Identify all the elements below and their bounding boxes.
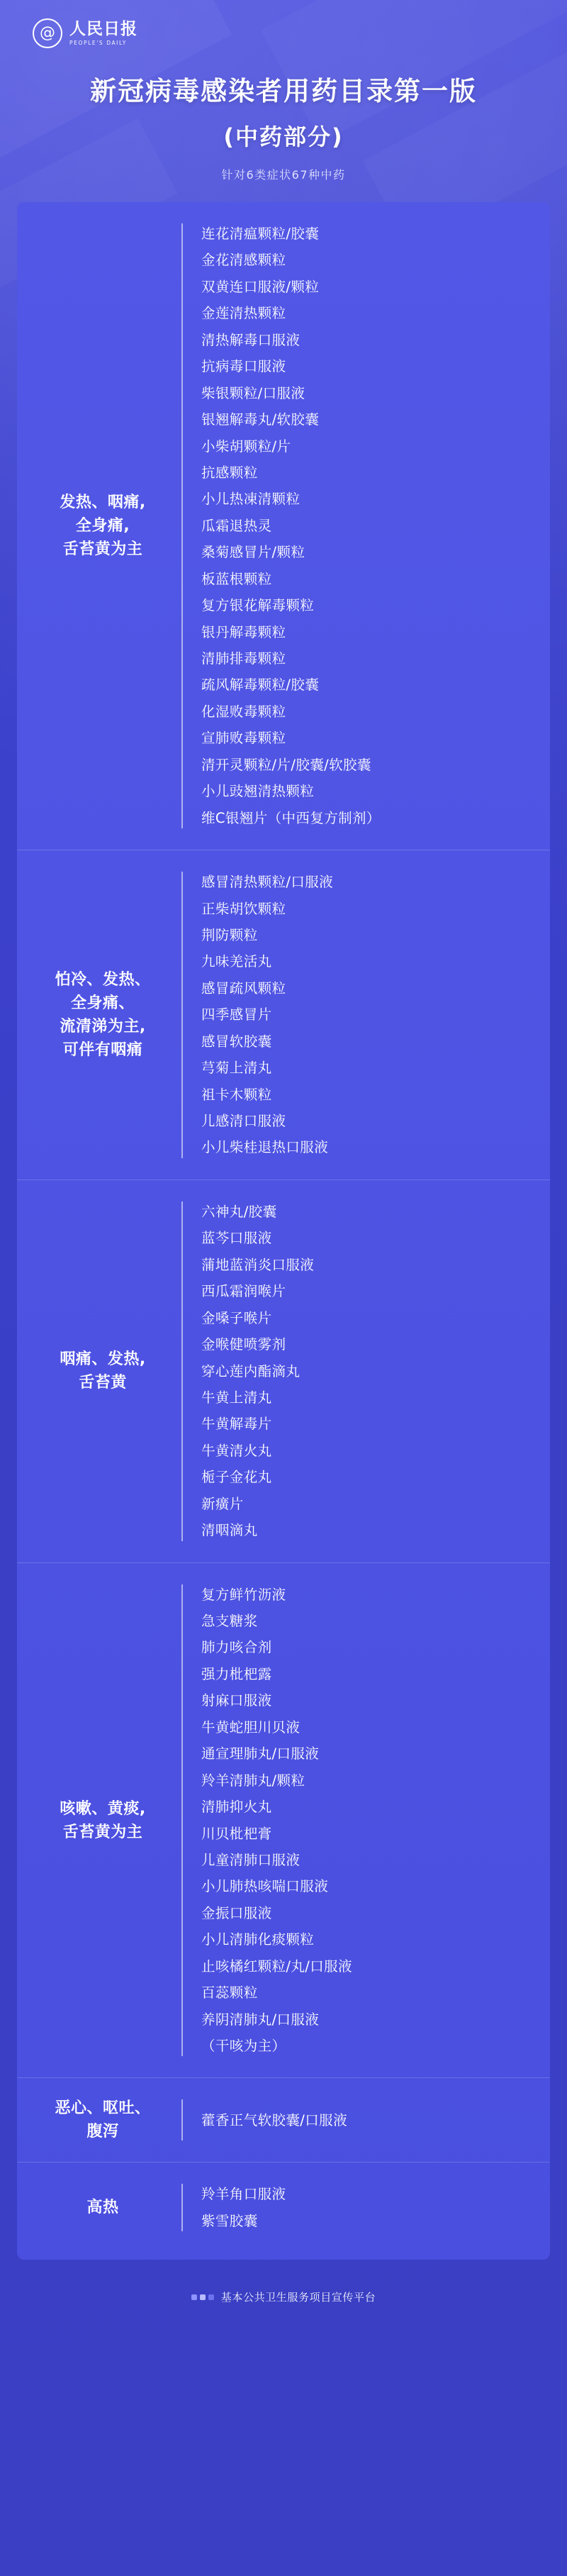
list-item: 小儿肺热咳喘口服液: [201, 1878, 329, 1895]
list-item: 金喉健喷雾剂: [201, 1336, 286, 1353]
table-row: [17, 850, 550, 1179]
list-item: 复方银花解毒颗粒: [201, 597, 315, 614]
symptom-label-cell: [17, 2097, 181, 2143]
list-item: 栀子金花丸: [201, 1469, 272, 1486]
list-item: 板蓝根颗粒: [201, 570, 272, 587]
symptom-label: 高热: [86, 2199, 119, 2217]
list-item: 牛黄上清丸: [201, 1389, 272, 1406]
list-item: 维C银翘片（中西复方制剂）: [201, 809, 381, 826]
list-item: 荆防颗粒: [201, 926, 258, 943]
list-item: 感冒清热颗粒/口服液: [201, 874, 334, 891]
people-daily-logo-icon: [33, 18, 62, 48]
list-item: 蒲地蓝消炎口服液: [201, 1256, 315, 1273]
list-item: 九味羌活丸: [201, 953, 272, 970]
list-item: 百蕊颗粒: [201, 1984, 258, 2002]
list-item: 通宣理肺丸/口服液: [201, 1745, 320, 1762]
list-item: 银丹解毒颗粒: [201, 623, 286, 640]
list-item: （干咳为主）: [201, 2038, 286, 2054]
table-row: [17, 202, 550, 850]
symptom-label-cell: [17, 2181, 181, 2234]
list-item: 紫雪胶囊: [201, 2212, 258, 2229]
drug-list: [183, 2097, 550, 2143]
symptom-label: 怕冷、发热、 全身痛、 流清涕为主, 可伴有咽痛: [55, 970, 151, 1059]
list-item: 清热解毒口服液: [201, 331, 301, 348]
list-item: 柴银颗粒/口服液: [201, 384, 305, 401]
list-item: 西瓜霜润喉片: [201, 1283, 286, 1300]
list-item: 小儿柴桂退热口服液: [201, 1139, 329, 1156]
list-item: 祖卡木颗粒: [201, 1086, 272, 1103]
list-item: 金振口服液: [201, 1904, 272, 1921]
list-item: 疏风解毒颗粒/胶囊: [201, 677, 320, 694]
symptom-label: 发热、咽痛, 全身痛, 舌苔黄为主: [60, 494, 146, 559]
list-item: 新癀片: [201, 1495, 244, 1512]
list-item: 蓝芩口服液: [201, 1230, 272, 1247]
drug-list: [183, 221, 550, 831]
symptom-label-cell: [17, 869, 181, 1161]
list-item: 金花清感颗粒: [201, 252, 286, 269]
page-subtitle: (中药部分): [223, 123, 344, 150]
list-item: 小儿热凍清颗粒: [201, 491, 301, 508]
list-item: 银翘解毒丸/软胶囊: [201, 411, 320, 428]
list-item: 止咳橘红颗粒/丸/口服液: [201, 1958, 352, 1975]
symptom-label-cell: [17, 1199, 181, 1544]
list-item: 川贝枇杷膏: [201, 1825, 272, 1842]
symptom-label-cell: [17, 1582, 181, 2060]
logo-text: [69, 21, 137, 45]
table-row: [17, 2077, 550, 2162]
table-row: [17, 1179, 550, 1562]
drug-list: [183, 1582, 550, 2060]
list-item: 清开灵颗粒/片/胶囊/软胶囊: [201, 756, 371, 773]
list-item: 养阴清肺丸/口服液: [201, 2011, 320, 2028]
symptom-label: 咳嗽、黄痰, 舌苔黄为主: [60, 1799, 146, 1841]
symptom-label-cell: [17, 221, 181, 831]
list-item: 小儿豉翘清热颗粒: [201, 783, 315, 800]
drug-list: [183, 1199, 550, 1544]
list-item: 清咽滴丸: [201, 1522, 258, 1539]
list-item: 藿香正气软胶囊/口服液: [201, 2111, 347, 2128]
list-item: 小柴胡颗粒/片: [201, 438, 291, 455]
list-item: 射麻口服液: [201, 1692, 272, 1709]
list-item: 正柴胡饮颗粒: [201, 900, 286, 917]
list-item: 清肺抑火丸: [201, 1799, 272, 1816]
drug-list: [183, 869, 550, 1161]
table-row: [17, 2162, 550, 2253]
logo-name-cn: 人民日报: [69, 20, 137, 39]
drug-list: [183, 2181, 550, 2234]
list-item: 化湿败毒颗粒: [201, 703, 286, 720]
list-item: 牛黄解毒片: [201, 1416, 272, 1433]
list-item: 牛黄蛇胆川贝液: [201, 1719, 301, 1736]
list-item: 清肺排毒颗粒: [201, 650, 286, 667]
footer-label: 基本公共卫生服务项目宣传平台: [220, 2291, 376, 2304]
table-row: [17, 1562, 550, 2078]
list-item: 抗病毒口服液: [201, 358, 286, 375]
list-item: 连花清瘟颗粒/胶囊: [201, 226, 320, 242]
list-item: 穿心莲内酯滴丸: [201, 1362, 301, 1379]
list-item: 六神丸/胶囊: [201, 1203, 277, 1220]
drug-table: [17, 202, 550, 2260]
footer: [0, 2278, 567, 2323]
logo-name-en: PEOPLE'S DAILY: [69, 39, 127, 46]
list-item: 小儿清肺化痰颗粒: [201, 1931, 315, 1948]
footer-logo-icon: [191, 2294, 214, 2300]
masthead: [0, 0, 567, 52]
list-item: 宣肺败毒颗粒: [201, 730, 286, 747]
list-item: 急支糖浆: [201, 1613, 258, 1629]
list-item: 儿童清肺口服液: [201, 1851, 301, 1868]
list-item: 复方鲜竹沥液: [201, 1586, 286, 1603]
list-item: 儿感清口服液: [201, 1113, 286, 1129]
symptom-label: 恶心、呕吐、 腹泻: [55, 2099, 151, 2141]
list-item: 感冒软胶囊: [201, 1033, 272, 1050]
list-item: 四季感冒片: [201, 1006, 272, 1023]
list-item: 肺力咳合剂: [201, 1639, 272, 1656]
page-note: 针对6类症状67种中药: [221, 168, 346, 182]
list-item: 桑菊感冒片/颗粒: [201, 544, 305, 561]
list-item: 金嗓子喉片: [201, 1309, 272, 1326]
symptom-label: 咽痛、发热, 舌苔黄: [60, 1350, 146, 1392]
page-title: 新冠病毒感染者用药目录第一版: [90, 76, 477, 106]
list-item: 金莲清热颗粒: [201, 305, 286, 322]
list-item: 羚羊清肺丸/颗粒: [201, 1772, 305, 1789]
list-item: 芎菊上清丸: [201, 1060, 272, 1077]
list-item: 感冒疏风颗粒: [201, 979, 286, 996]
list-item: 瓜霜退热灵: [201, 517, 272, 534]
list-item: 羚羊角口服液: [201, 2186, 286, 2203]
list-item: 强力枇杷露: [201, 1665, 272, 1682]
logo-mark: @: [40, 24, 55, 42]
list-item: 双黄连口服液/颗粒: [201, 278, 320, 295]
list-item: 抗感颗粒: [201, 464, 258, 481]
list-item: 牛黄清火丸: [201, 1442, 272, 1459]
